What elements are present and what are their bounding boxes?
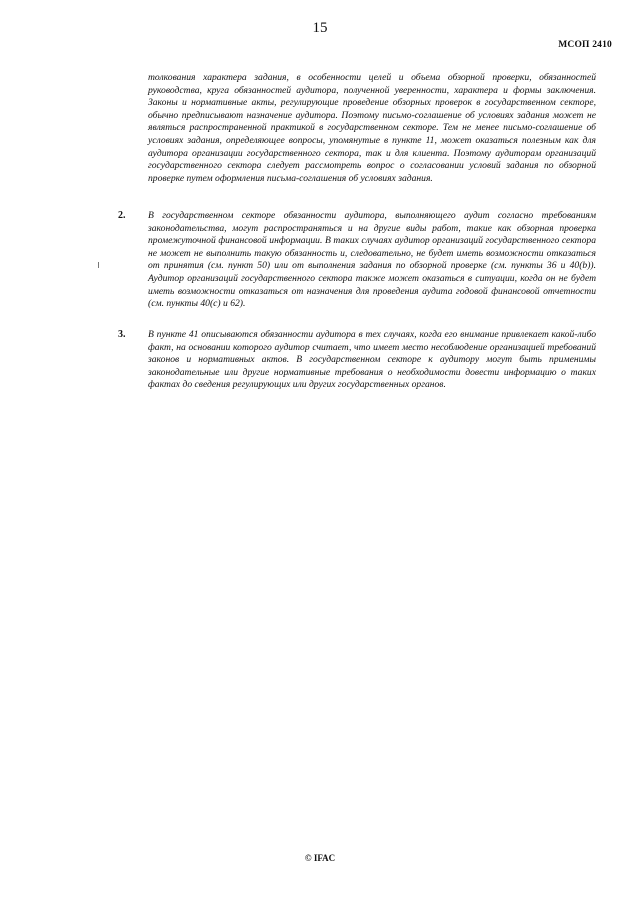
margin-mark — [98, 262, 99, 268]
paragraph-number: 3. — [118, 329, 126, 340]
paragraph-number: 2. — [118, 210, 126, 221]
paragraph-text: В пункте 41 описываются обязанности аудитора в тех случаях, когда его внимание привлекает какой-либо факт, на основании которого аудитор считает, что имеет место несоблюдение организацией требований законов и нормативных актов. В государственном секторе к аудитору могут быть применимы законодательные или другие нормативные требования о необходимости довести информацию о таких фактах до сведения регулирующих или других государственных органов. — [148, 329, 596, 391]
page-number: 15 — [312, 20, 328, 36]
paragraph-text: В государственном секторе обязанности аудитора, выполняющего аудит согласно требованиям законодательства, могут распространяться и на другие виды работ, такие как обзорная проверка промежуточной финансовой информации. В таких случаях аудитор организаций государственного сектора не может не выполнить такую обязанность и, следовательно, не будет иметь возможности отказаться от принятия (см. пункт 50) или от выполнения задания по обзорной проверке (см. пункты 36 и 40(b)). Аудитор организаций государственного сектора также может оказаться в ситуации, когда он не будет иметь возможности отказаться от назначения для проведения аудита годовой финансовой отчетности (см. пункты 40(c) и 62). — [148, 210, 596, 310]
intro-paragraph: толкования характера задания, в особенности целей и объема обзорной проверки, обязанностей руководства, круга обязанностей аудитора, полученной уверенности, характера и формы заключения. Законы и нормативные акты, регулирующие проведение обзорных проверок в государственном секторе, обычно предписывают назначение аудитора. Поэтому письмо-соглашение об условиях задания может не являться распространенной практикой в государственном секторе. Тем не менее письмо-соглашение об условиях задания, определяющее вопросы, упомянутые в пункте 11, может оказаться полезным как для аудитора организации государственного сектора, так и для клиента. Поэтому аудиторам организаций государственного сектора следует рассмотреть вопрос о согласовании условий задания по обзорной проверке путем оформления письма-соглашения об условиях задания. — [148, 72, 596, 184]
footer-copyright: © IFAC — [304, 853, 336, 863]
document-code: МСОП 2410 — [558, 40, 612, 50]
